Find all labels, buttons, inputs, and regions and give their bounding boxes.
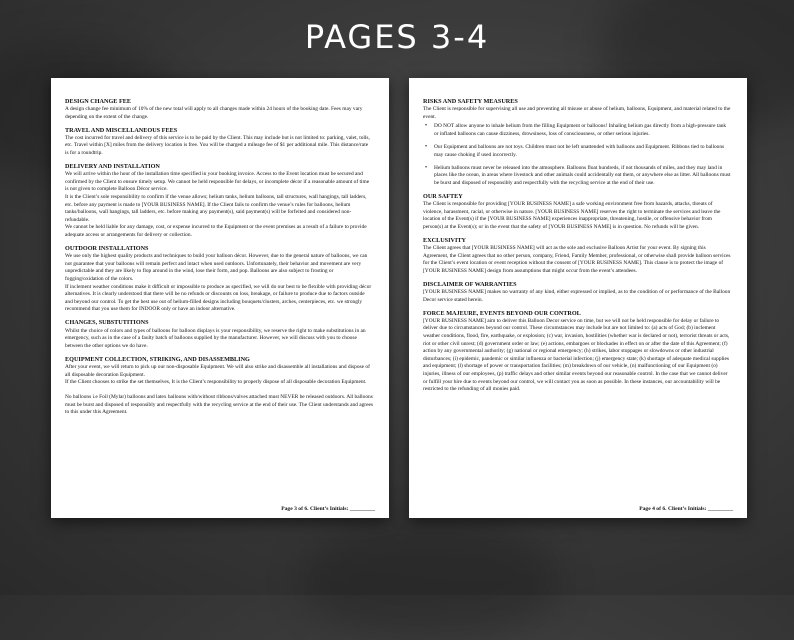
section-paragraph: We use only the highest quality products and techniques to build your balloon décor. However, due to the general nature of balloons, we can not guarantee that your balloons will remain perfect and intact when used outdoors. Unfortunately, their behavior and movement are very unpredictable and they are likely to flop around in the wind, lose their form, and pop. Balloons are also subject to frosting or fogging/oxidation of the colors. bbox=[65, 253, 368, 282]
contract-section bbox=[423, 193, 731, 231]
section-paragraph: If inclement weather conditions make it difficult or impossible to produce as specified, we will do our best to be flexible with providing décor alternatives. It is clearly understood that there will be no refunds or discounts on loss, breakage, or failure to produce due to factors outside and beyond our control. To get the best use out of helium-filled designs including bouquets/clusters, arches, centerpieces, etc. we strongly recommend that you use them for INDOOR only or have an indoor alternative. bbox=[65, 283, 372, 313]
section-body bbox=[65, 364, 373, 417]
contract-section bbox=[423, 237, 731, 275]
section-body bbox=[423, 289, 731, 304]
contract-section bbox=[65, 356, 373, 417]
contract-section bbox=[423, 310, 731, 394]
pages-banner: PAGES 3-4 bbox=[304, 18, 490, 56]
page-4 bbox=[409, 78, 747, 518]
contract-section bbox=[65, 127, 373, 158]
bullet-item: • Our Equipment and balloons are not toys. Children must not be left unattended with balloons and Equipment. Ribbons tied to balloons may cause choking if used incorrectly. bbox=[433, 144, 731, 159]
section-paragraph: The Client agrees that [YOUR BUSINESS NAME] will act as the sole and exclusive Balloon Artist for your event. By signing this Agreement, the Client agrees that no other person, company, Friend, Family Member, professional, or otherwise shall provide balloon services for the Client’s event location or event reception without the consent of [YOUR BUSINESS NAME]. This clause is to protect the image of [YOUR BUSINESS NAME] design from assumptions that might occur from the event’s attendees. bbox=[423, 245, 731, 274]
section-paragraph: A design change fee minimum of 10% of the new total will apply to all changes made within 24 hours of the booking date. Fees may vary depending on the extent of the change. bbox=[65, 106, 363, 120]
contract-section bbox=[65, 245, 373, 314]
section-body bbox=[65, 171, 373, 239]
section-paragraph: [YOUR BUSINESS NAME] makes no warranty of any kind, either expressed or implied, as to the condition of or performance of the Balloon Decor service stated herein. bbox=[423, 288, 731, 303]
section-title: CHANGES, SUBSTUTITIONS bbox=[65, 319, 149, 327]
risks-section bbox=[423, 98, 731, 187]
bullet-item: • Helium balloons must never be released into the atmosphere. Balloons float hundreds, if not thousands of miles, and they may land in places like the ocean, in areas where livestock and other animals could accidentally eat them, or anywhere else as litter. All balloons must be burst and disposed of responsibly and respectfully with the recycling service at the end of their use. bbox=[433, 165, 731, 188]
section-paragraph: We will arrive within the hour of the installation time specified in your booking invoice. Access to the Event location must be secured and confirmed by the Client to ensure timely setup. We cannot be held responsible for delays, or incomplete décor if a reasonable amount of time is not given to complete Balloon Décor service. bbox=[65, 171, 370, 193]
risks-bullet-list bbox=[423, 123, 731, 187]
section-title: TRAVEL AND MISCELLANEOUS FEES bbox=[65, 126, 178, 134]
section-title: RISKS AND SAFETY MEASURES bbox=[423, 98, 518, 105]
section-title: FORCE MAJEURE, EVENTS BEYOND OUR CONTROL bbox=[423, 309, 581, 317]
section-body bbox=[65, 328, 373, 351]
section-title: DESIGN CHANGE FEE bbox=[65, 98, 132, 105]
section-body bbox=[423, 201, 731, 231]
section-body bbox=[423, 318, 731, 394]
page-4-footer: Page 4 of 6. Client’s Initials: _________ bbox=[639, 506, 733, 512]
section-body bbox=[65, 106, 373, 121]
section-title: OUR SAFTEY bbox=[423, 192, 463, 200]
section-paragraph: It is the Client’s sole responsibility to confirm if the venue allows; helium tanks, helium balloons, tall structures, wall hangings, tall ladders, etc. before any payment is made to [YOUR BUSINESS NAME]. If the Client fails to confirm the venue’s rules for balloons, helium tanks/balloons, wall hangings, tall ladders, etc. before making any payment(s), said payment(s) will be forfeited and considered non-refundable. bbox=[65, 194, 367, 223]
section-paragraph: Whilst the choice of colors and types of balloons for balloon displays is your responsibility, we reserve the right to make substitutions in an emergency, such as in the case of a faulty batch of balloons supplied by the manufacturer. However, we will discuss with you to choose between the other options we do have. bbox=[65, 327, 366, 349]
section-title: DISCLAIMER OF WARRANTIES bbox=[423, 280, 517, 288]
section-body bbox=[423, 245, 731, 275]
section-title: OUTDOOR INSTALLATIONS bbox=[65, 245, 149, 253]
page-3-footer: Page 3 of 6. Client’s Initials: _________ bbox=[281, 506, 375, 512]
section-paragraph: After your event, we will return to pick up our non-disposable Equipment. We will also strike and disassemble all installations and dispose of all disposable decoration Equipment. bbox=[65, 363, 370, 378]
section-body bbox=[65, 135, 373, 158]
contract-section bbox=[65, 163, 373, 239]
section-paragraph: The Client is responsible for providing [YOUR BUSINESS NAME] a safe working environment free from hazards, attacks, threats of violence, harassment, racial, or otherwise in nature. [YOUR BUSINESS NAME] reserves the right to terminate the services and leave the location of the Event(s) if the [YOUR BUSINESS NAME] experiences inappropriate, threatening, hostile, or offensive behavior from person(s) at the Event(s); or in the event that the safety of [YOUR BUSINESS NAME] is in question. No refunds will be given. bbox=[423, 201, 721, 230]
background-shadow bbox=[300, 520, 560, 640]
contract-section bbox=[65, 98, 373, 121]
section-title: DELIVERY AND INSTALLATION bbox=[65, 163, 160, 171]
section-intro: The Client is responsible for supervising all use and preventing all misuse or abuse of helium, balloons, Equipment, and material related to the event. bbox=[423, 106, 731, 120]
section-title: EXCLUSIVITY bbox=[423, 236, 466, 244]
section-paragraph: If the Client chooses to strike the set themselves, It is the Client’s responsibility to properly dispose of all disposable decoration Equipment. bbox=[65, 379, 367, 386]
section-paragraph: The cost incurred for travel and delivery of this service is to be paid by the Client. This may include but is not limited to: parking, valet, tolls, etc. Travel within [X] miles from the delivery location is free. You will be charged a mileage fee of $1 per additional mile. This distance/rate is for a roundtrip. bbox=[65, 134, 370, 157]
page-3 bbox=[51, 78, 389, 518]
section-title: EQUIPMENT COLLECTION, STRIKING, AND DISASSEMBLING bbox=[65, 355, 250, 363]
section-paragraph: [YOUR BUSINESS NAME] aim to deliver this Balloon Decor service on time, but we will not be held responsible for delay or failure to deliver due to circumstances beyond our control. These circumstances may include but are not limited to: (a) acts of God; (b) inclement weather conditions, flood, fire, earthquake, or explosion; (c) war, invasion, hostilities (whether war is declared or not), terrorist threats or acts, riot or other civil unrest; (d) government order or law; (e) actions, embargoes or blockades in effect on or after the date of this Agreement; (f) action by any governmental authority; (g) national or regional emergency; (h) strikes, labor stoppages or slowdowns or other industrial disturbances; (i) epidemic, pandemic or similar influenza or bacterial infection; (j) emergency state; (k) shortage of adequate medical supplies and equipment; (l) shortage of power or transportation facilities; (m) breakdown of our vehicle, (n) malfunctioning of our Equipment (o) injuries, illness of our employees, (p) traffic delays and other similar events beyond our reasonable control. In the case that we cannot deliver or fulfill your hire due to events beyond our control, we will contact you as soon as possible. In these instances, our accountability will be restricted to the refunding of all monies paid. bbox=[423, 317, 730, 393]
contract-section bbox=[423, 281, 731, 304]
section-body bbox=[65, 253, 373, 314]
page-4-content bbox=[423, 193, 731, 394]
section-paragraph: We cannot be held liable for any damage, cost, or expense incurred to the Equipment or the event premises as a result of a failure to provide adequate access or arrangements for delivery or collection. bbox=[65, 224, 367, 238]
page-3-content bbox=[65, 98, 373, 417]
section-paragraph: No balloons i.e Foil (Mylar) balloons and latex balloons with/without ribbons/valves attached must NEVER be released outdoors. All balloons must be burst and disposed of responsibly and respectfully with the recycling service at the end of their use. The Client understands and agrees to this under this Agreement. bbox=[65, 394, 373, 416]
bullet-item: • DO NOT allow anyone to inhale helium from the filling Equipment or balloons! Inhaling helium gas directly from a high-pressure tank or inflated balloons can cause dizziness, drowsiness, loss of consciousness, or other serious injuries. bbox=[433, 123, 731, 138]
contract-section bbox=[65, 319, 373, 350]
